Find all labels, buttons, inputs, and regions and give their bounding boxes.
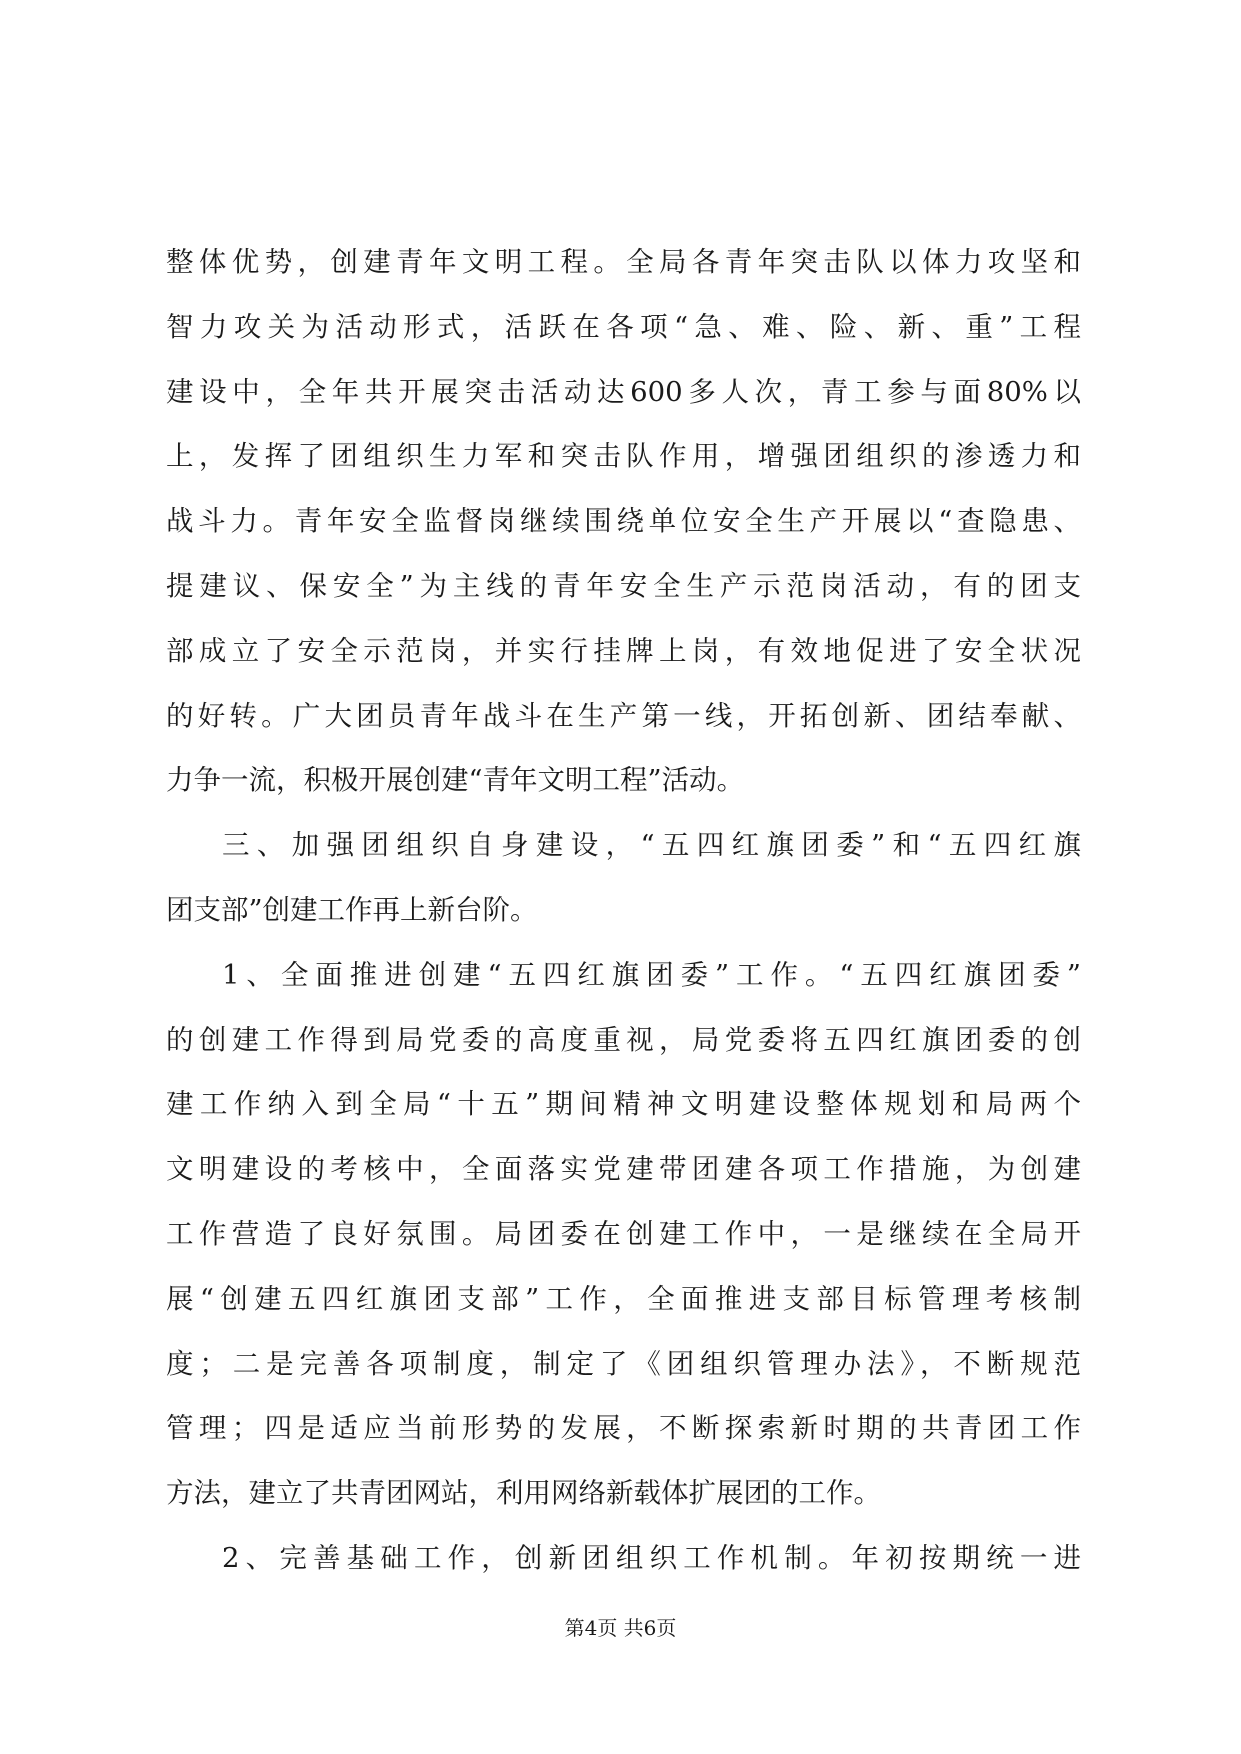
text-line: 建工作纳入到全局“十五”期间精神文明建设整体规划和局两个	[166, 1088, 1081, 1121]
body-text	[166, 230, 1081, 1591]
text-line: 展“创建五四红旗团支部”工作，全面推进支部目标管理考核制	[166, 1282, 1081, 1315]
text-line: 智力攻关为活动形式，活跃在各项“急、难、险、新、重”工程	[166, 310, 1081, 343]
text-line: 的创建工作得到局党委的高度重视，局党委将五四红旗团委的创	[166, 1023, 1081, 1056]
text-line: 建设中，全年共开展突击活动达600多人次，青工参与面80%以	[166, 375, 1081, 408]
text-line: 文明建设的考核中，全面落实党建带团建各项工作措施，为创建	[166, 1153, 1081, 1186]
text-line: 1、全面推进创建“五四红旗团委”工作。“五四红旗团委”	[222, 958, 1081, 991]
text-line: 2、完善基础工作，创新团组织工作机制。年初按期统一进	[222, 1541, 1081, 1574]
section-heading-line: 团支部”创建工作再上新台阶。	[166, 893, 538, 926]
text-line: 方法，建立了共青团网站，利用网络新载体扩展团的工作。	[166, 1477, 881, 1510]
text-line: 战斗力。青年安全监督岗继续围绕单位安全生产开展以“查隐患、	[166, 505, 1081, 538]
text-line: 部成立了安全示范岗，并实行挂牌上岗，有效地促进了安全状况	[166, 634, 1081, 667]
text-line: 管理；四是适应当前形势的发展，不断探索新时期的共青团工作	[166, 1412, 1081, 1445]
text-line: 的好转。广大团员青年战斗在生产第一线，开拓创新、团结奉献、	[166, 699, 1081, 732]
text-line: 度；二是完善各项制度，制定了《团组织管理办法》，不断规范	[166, 1347, 1081, 1380]
text-line: 提建议、保安全”为主线的青年安全生产示范岗活动，有的团支	[166, 569, 1081, 602]
text-line: 上，发挥了团组织生力军和突击队作用，增强团组织的渗透力和	[166, 440, 1081, 473]
page-number: 第4页 共6页	[564, 1616, 677, 1640]
text-line: 力争一流，积极开展创建“青年文明工程”活动。	[166, 764, 745, 797]
page-footer	[0, 1612, 1241, 1641]
text-line: 工作营造了良好氛围。局团委在创建工作中，一是继续在全局开	[166, 1217, 1081, 1250]
section-heading-line: 三、加强团组织自身建设，“五四红旗团委”和“五四红旗	[222, 829, 1081, 862]
text-line: 整体优势，创建青年文明工程。全局各青年突击队以体力攻坚和	[166, 246, 1081, 278]
